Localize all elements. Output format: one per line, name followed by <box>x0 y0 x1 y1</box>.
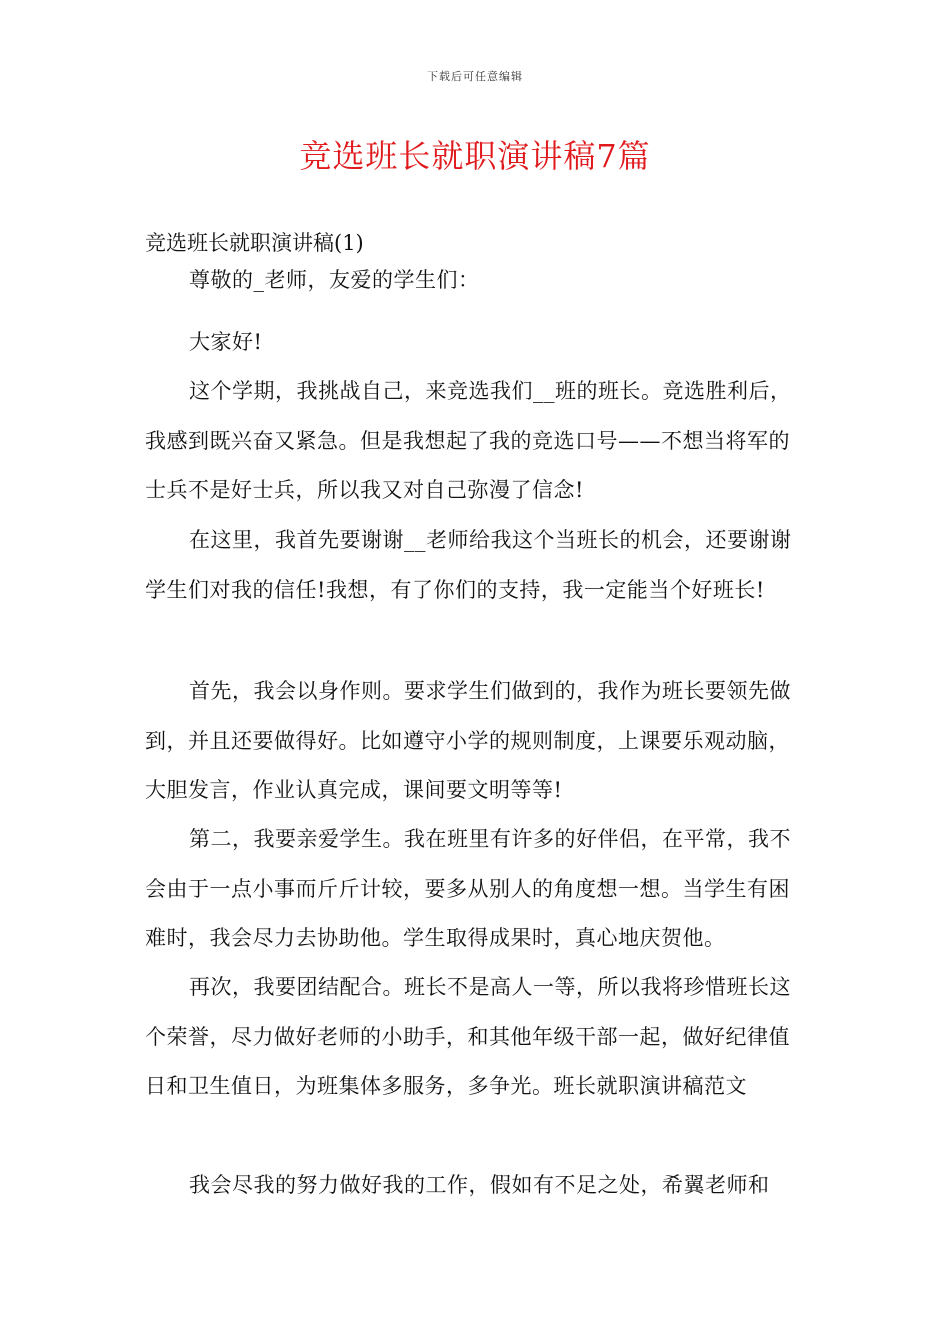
paragraph-intro: 这个学期，我挑战自己，来竞选我们__班的班长。竞选胜利后，我感到既兴奋又紧急。但是我想起了我的竞选口号——不想当将军的士兵不是好士兵，所以我又对自己弥漫了信念! <box>145 379 792 503</box>
paragraph-greeting: 尊敬的_老师，友爱的学生们： <box>189 268 480 292</box>
section-subtitle: 竞选班长就职演讲稿(1) <box>145 231 364 255</box>
header-note: 下载后可任意编辑 <box>427 70 523 83</box>
paragraph-closing: 我会尽我的努力做好我的工作，假如有不足之处，希翼老师和 <box>189 1173 770 1197</box>
paragraph-third: 再次，我要团结配合。班长不是高人一等，所以我将珍惜班长这个荣誉，尽力做好老师的小助手，和其他年级干部一起，做好纪律值日和卫生值日，为班集体多服务，多争光。班长就职演讲稿范文 <box>145 975 791 1099</box>
paragraph-thanks: 在这里，我首先要谢谢__老师给我这个当班长的机会，还要谢谢学生们对我的信任!我想，有了你们的支持，我一定能当个好班长! <box>145 528 792 602</box>
paragraph-first: 首先，我会以身作则。要求学生们做到的，我作为班长要领先做到，并且还要做得好。比如遵守小学的规则制度，上课要乐观动脑，大胆发言，作业认真完成，课间要文明等等! <box>145 679 791 803</box>
paragraph-hello: 大家好! <box>189 330 263 354</box>
paragraph-second: 第二，我要亲爱学生。我在班里有许多的好伴侣，在平常，我不会由于一点小事而斤斤计较，要多从别人的角度想一想。当学生有困难时，我会尽力去协助他。学生取得成果时，真心地庆贺他。 <box>145 827 791 951</box>
document-title: 竞选班长就职演讲稿7篇 <box>299 137 651 175</box>
